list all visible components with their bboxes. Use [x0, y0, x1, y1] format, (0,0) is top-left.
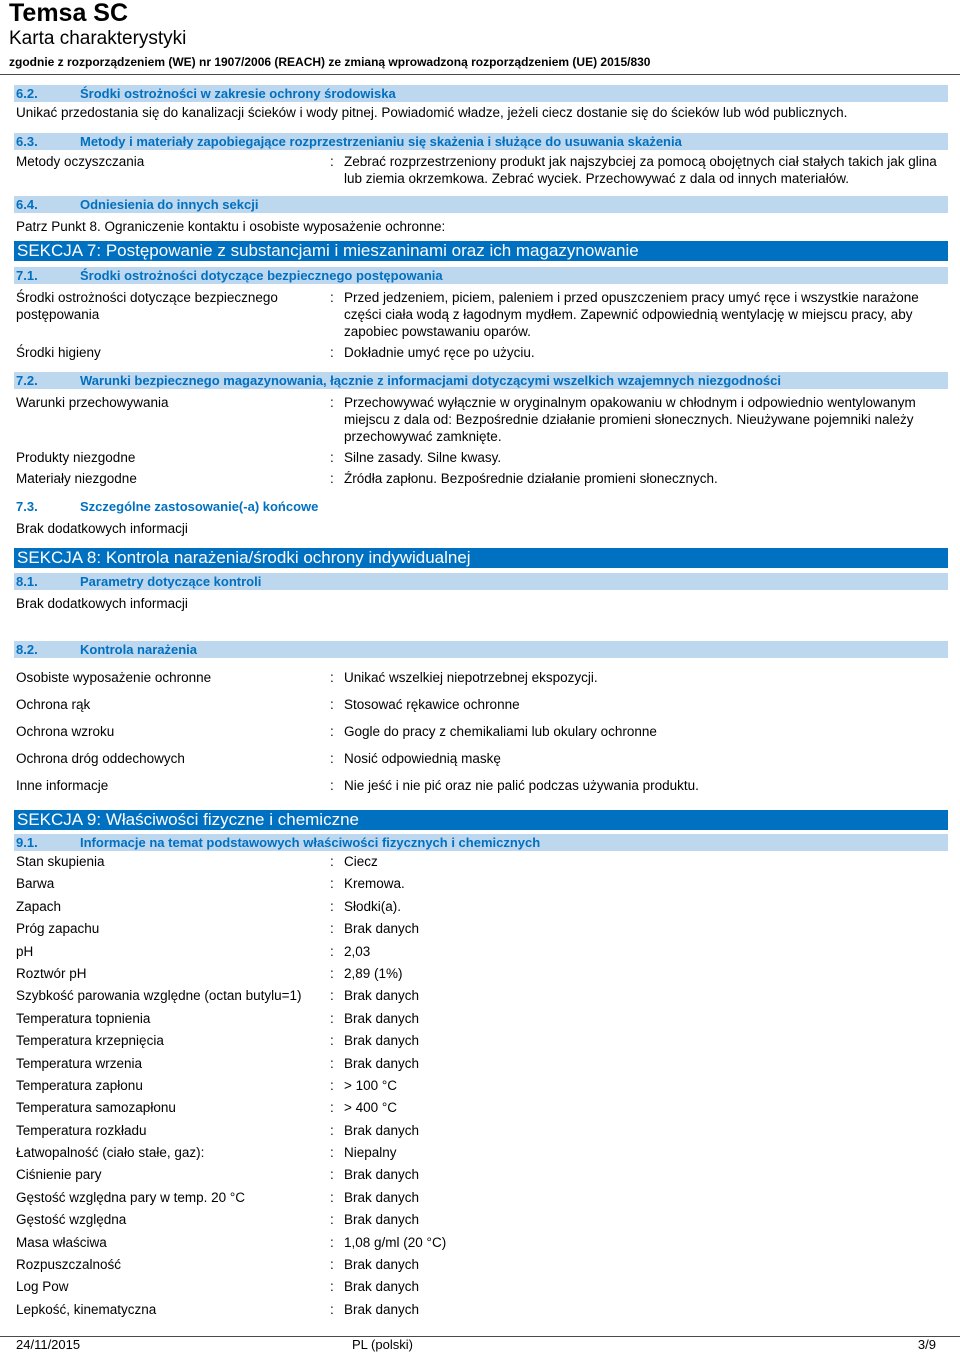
document-title: Karta charakterystyki: [9, 28, 187, 49]
property-row: Produkty niezgodne : Silne zasady. Silne kwasy.: [16, 450, 502, 465]
property-row: Ochrona dróg oddechowych : Nosić odpowiednią maskę: [16, 751, 501, 766]
property-row: Temperatura rozkładu : Brak danych: [16, 1122, 420, 1138]
product-name: Temsa SC: [9, 0, 129, 27]
property-row: Ciśnienie pary : Brak danych: [16, 1167, 420, 1183]
section-8-heading: SEKCJA 8: Kontrola narażenia/środki ochrony indywidualnej: [14, 548, 948, 568]
subsection-6-2-text: Unikać przedostania się do kanalizacji ścieków i wody pitnej. Powiadomić władze, jeżeli ciecz dostanie się do ścieków lub wód publicznych.: [16, 105, 848, 120]
subsection-7-1-heading: 7.1. Środki ostrożności dotyczące bezpiecznego postępowania: [14, 267, 948, 284]
physical-properties-list: [14, 853, 948, 1323]
property-row: Materiały niezgodne : Źródła zapłonu. Bezpośrednie działanie promieni słonecznych.: [16, 471, 718, 486]
property-row: Metody oczyszczania : Zebrać rozprzestrzeniony produkt jak najszybciej za pomocą obojętnych ciał stałych takich jak glina lub ziemia okrzemkowa. Zebrać wyciek. Przechowywać z dala od innych materiałów.: [16, 154, 937, 186]
property-row: Inne informacje : Nie jeść i nie pić oraz nie palić podczas używania produktu.: [16, 778, 699, 793]
subsection-8-1-text: Brak dodatkowych informacji: [16, 596, 188, 611]
subsection-6-4-text: Patrz Punkt 8. Ograniczenie kontaktu i osobiste wyposażenie ochronne:: [16, 219, 446, 234]
document-header: [9, 0, 650, 70]
property-row: Barwa : Kremowa.: [16, 876, 405, 892]
property-row: Roztwór pH : 2,89 (1%): [16, 965, 403, 981]
section-9-heading: SEKCJA 9: Właściwości fizyczne i chemiczne: [14, 810, 948, 830]
subsection-6-3-heading: 6.3. Metody i materiały zapobiegające rozprzestrzenianiu się skażenia i służące do usuwania skażenia: [14, 133, 948, 150]
subsection-8-1-heading: 8.1. Parametry dotyczące kontroli: [14, 573, 948, 590]
property-row: Temperatura wrzenia : Brak danych: [16, 1055, 420, 1071]
footer-page-number: 3/9: [917, 1337, 936, 1352]
regulation-note: zgodnie z rozporządzeniem (WE) nr 1907/2006 (REACH) ze zmianą wprowadzoną rozporządzeniem (UE) 2015/830: [9, 55, 651, 69]
subsection-8-2-rows: [14, 669, 948, 794]
footer-language: PL (polski): [352, 1337, 413, 1352]
subsection-6-3-rows: [14, 153, 948, 187]
property-row: pH : 2,03: [16, 943, 371, 959]
subsection-7-3-text: Brak dodatkowych informacji: [16, 521, 188, 536]
property-row: Środki higieny : Dokładnie umyć ręce po użyciu.: [16, 345, 535, 360]
document-body: [14, 85, 948, 1323]
property-row: Zapach : Słodki(a).: [16, 898, 402, 914]
property-row: Masa właściwa : 1,08 g/ml (20 °C): [16, 1234, 447, 1250]
property-row: Gęstość względna : Brak danych: [16, 1212, 420, 1228]
property-row: Temperatura topnienia : Brak danych: [16, 1010, 420, 1026]
property-row: Temperatura samozapłonu : > 400 °C: [16, 1100, 398, 1116]
property-row: Środki ostrożności dotyczące bezpiecznego postępowania : Przed jedzeniem, piciem, paleniem i przed opuszczeniem pracy umyć ręce i wszystkie narażone części ciała wodą z łagodnym mydłem. Zapewnić odpowiednią wentylację w miejscu pracy, aby zapobiec powstawaniu oparów.: [16, 290, 919, 339]
subsection-9-1-heading: 9.1. Informacje na temat podstawowych właściwości fizycznych i chemicznych: [14, 834, 948, 851]
property-row: Gęstość względna pary w temp. 20 °C : Brak danych: [16, 1189, 420, 1205]
property-row: Szybkość parowania względne (octan butylu=1) : Brak danych: [16, 988, 420, 1004]
subsection-7-2-heading: 7.2. Warunki bezpiecznego magazynowania, łącznie z informacjami dotyczącymi wszelkich wzajemnych niezgodności: [14, 372, 948, 389]
property-row: Łatwopalność (ciało stałe, gaz): : Niepalny: [16, 1145, 397, 1161]
property-row: Lepkość, kinematyczna : Brak danych: [16, 1301, 420, 1317]
property-row: Rozpuszczalność : Brak danych: [16, 1257, 420, 1273]
section-7-heading: SEKCJA 7: Postępowanie z substancjami i mieszaninami oraz ich magazynowanie: [14, 241, 948, 261]
property-row: Osobiste wyposażenie ochronne : Unikać wszelkiej niepotrzebnej ekspozycji.: [16, 670, 598, 685]
property-row: Temperatura zapłonu : > 100 °C: [16, 1077, 398, 1093]
header-divider: [0, 74, 960, 75]
property-row: Warunki przechowywania : Przechowywać wyłącznie w oryginalnym opakowaniu w chłodnym i odpowiednio wentylowanym miejscu z dala od: Bezpośrednie działanie promieni słonecznych. Nieużywane pojemniki należy przechowywać zamknięte.: [16, 395, 916, 444]
property-row: Ochrona wzroku : Gogle do pracy z chemikaliami lub okulary ochronne: [16, 724, 657, 739]
subsection-6-4-heading: 6.4. Odniesienia do innych sekcji: [14, 196, 948, 213]
property-row: Log Pow : Brak danych: [16, 1279, 420, 1295]
subsection-6-2-heading: 6.2. Środki ostrożności w zakresie ochrony środowiska: [14, 85, 948, 102]
property-row: Temperatura krzepnięcia : Brak danych: [16, 1033, 420, 1049]
subsection-7-2-rows: [14, 394, 948, 487]
subsection-7-1-rows: [14, 289, 948, 361]
property-row: Próg zapachu : Brak danych: [16, 921, 420, 937]
property-row: Ochrona rąk : Stosować rękawice ochronne: [16, 697, 520, 712]
property-row: Stan skupienia : Ciecz: [16, 854, 378, 869]
subsection-7-3-heading: 7.3. Szczególne zastosowanie(-a) końcowe: [16, 499, 319, 514]
subsection-8-2-heading: 8.2. Kontrola narażenia: [14, 641, 948, 658]
footer-date: 24/11/2015: [16, 1337, 81, 1352]
footer-divider: [0, 1336, 960, 1337]
